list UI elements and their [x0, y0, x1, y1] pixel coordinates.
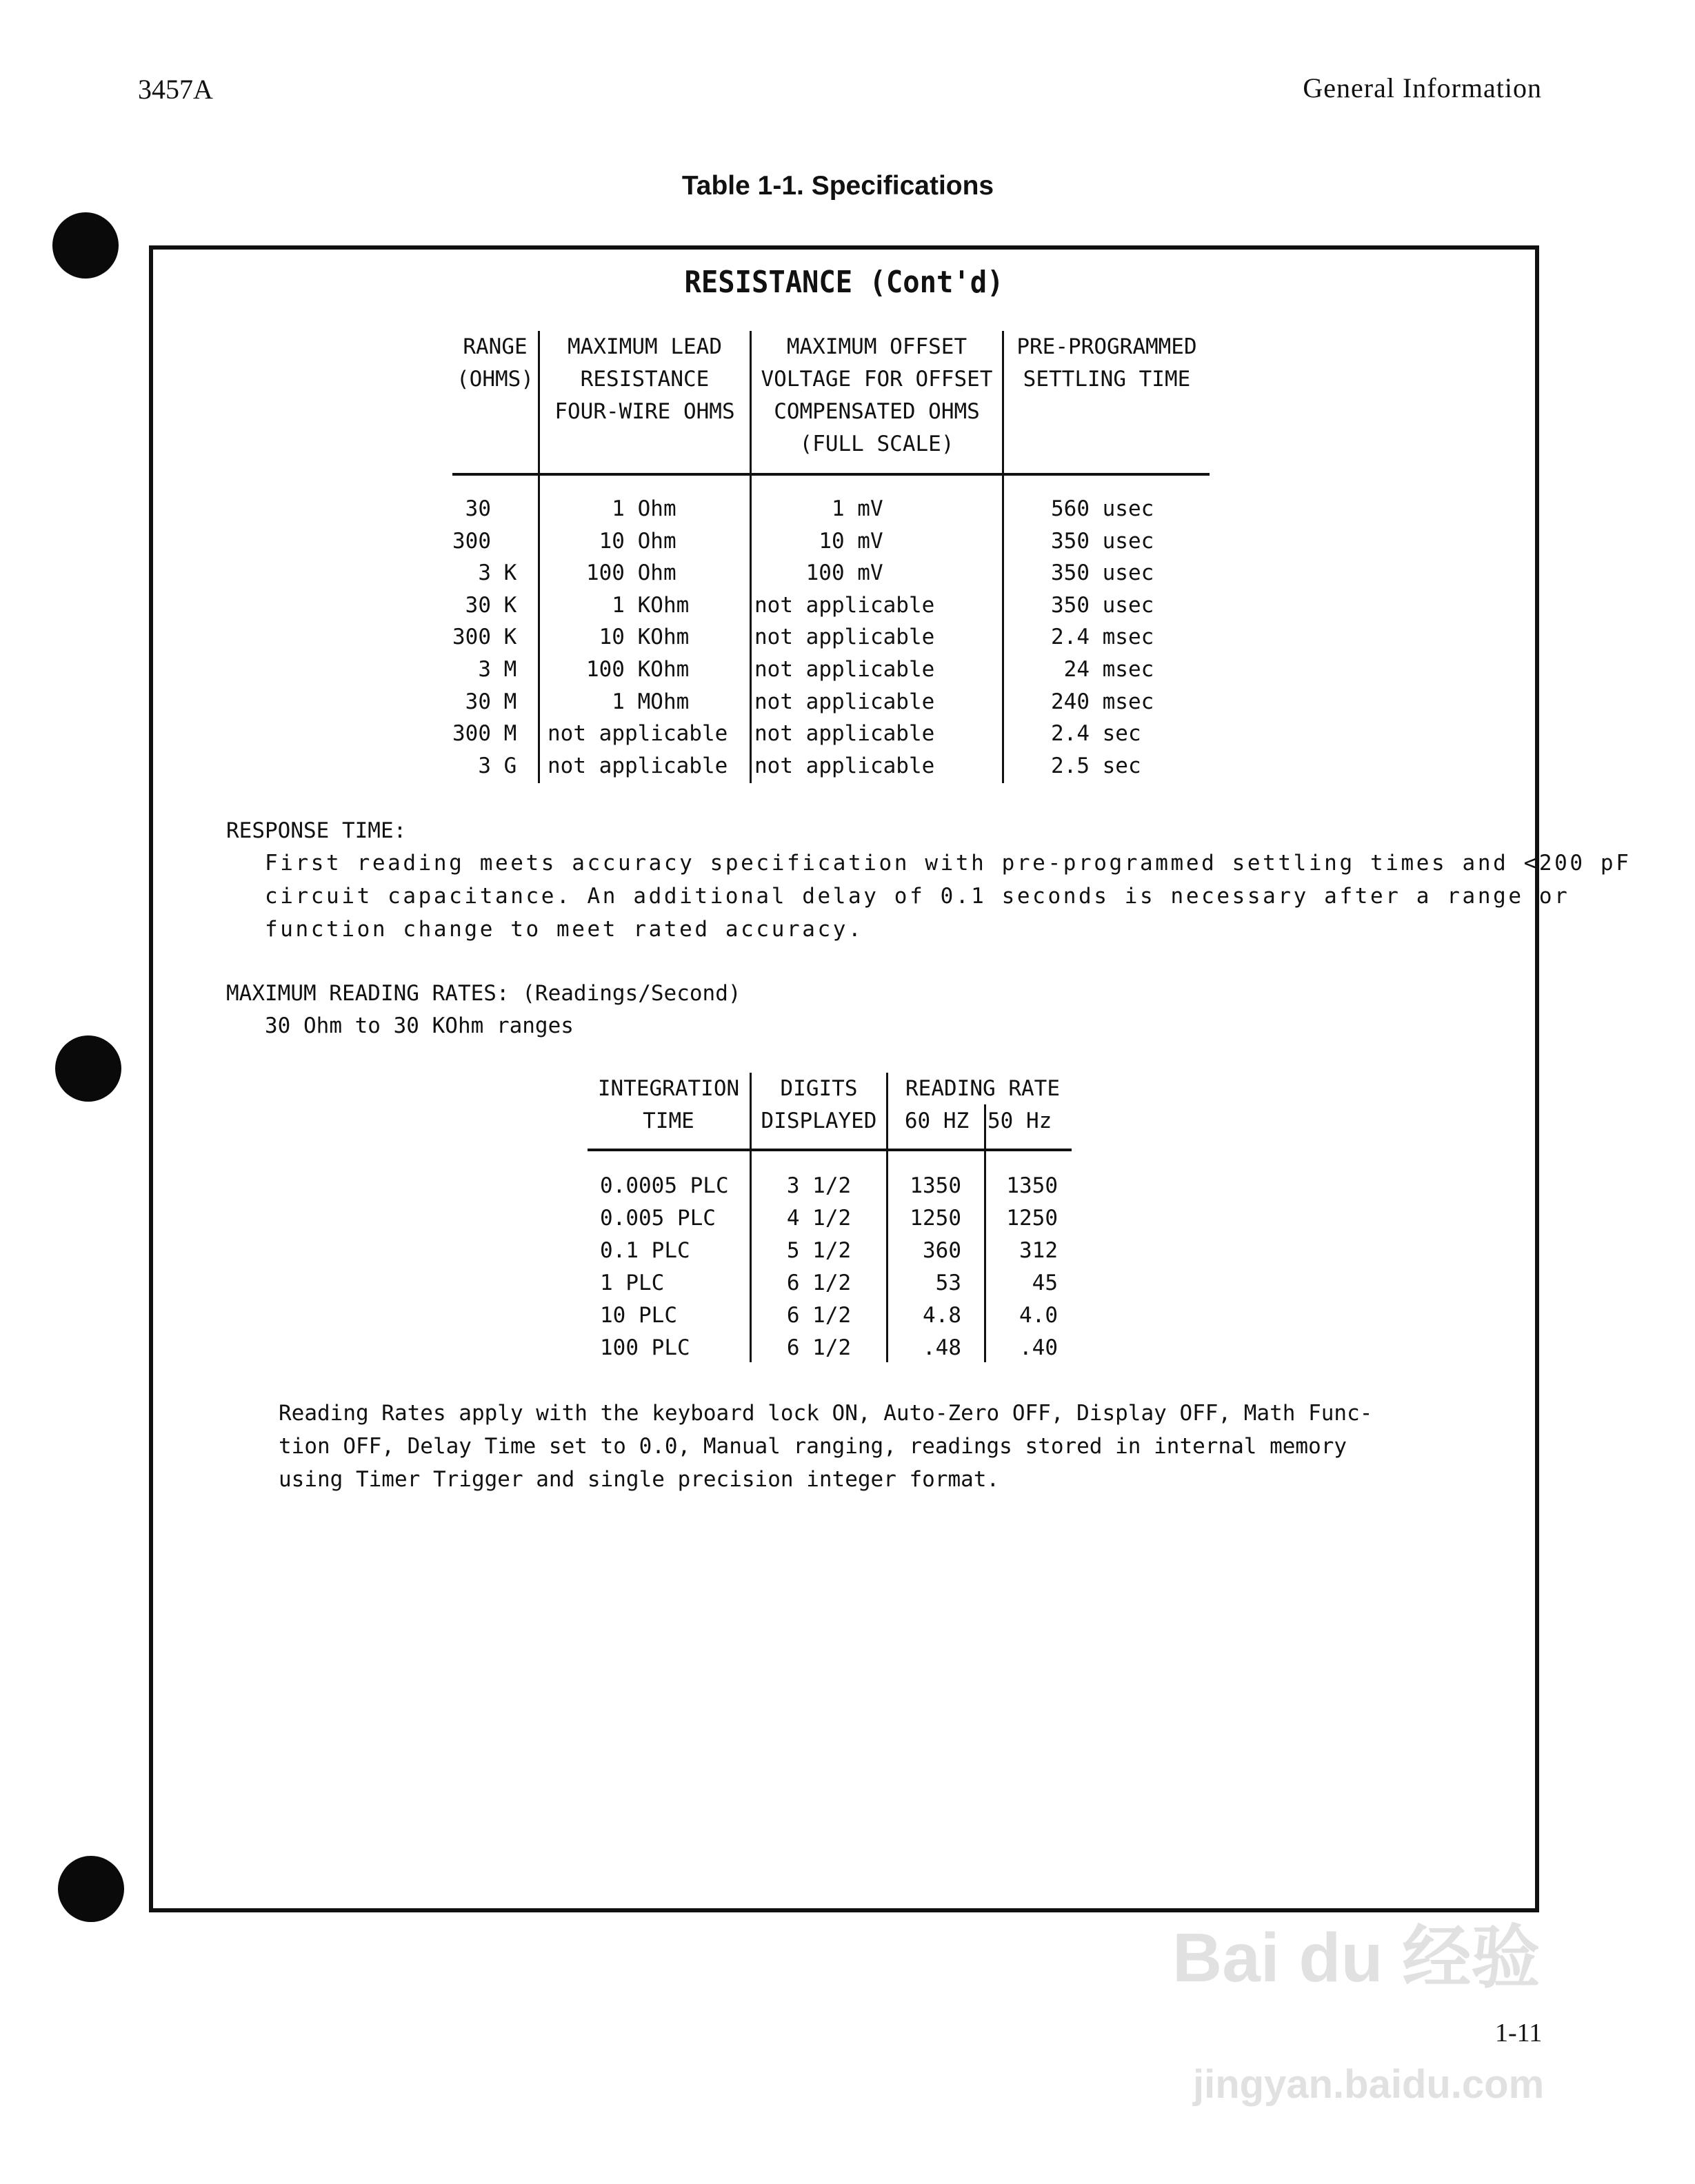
cell-value: 10	[599, 528, 625, 554]
cell-unit: M	[503, 657, 517, 682]
binder-hole	[58, 1856, 124, 1922]
cell-unit: msec	[1102, 657, 1154, 682]
cell-value: 1	[612, 496, 625, 521]
table-cell	[754, 525, 883, 558]
table-cell	[452, 621, 516, 654]
table-cell: 100 PLC	[600, 1335, 690, 1360]
table-cell	[754, 686, 934, 718]
table-cell	[452, 750, 516, 782]
binder-hole	[52, 212, 119, 279]
header-digits: DIGITS	[780, 1076, 858, 1101]
table-cell: 1250	[910, 1206, 961, 1231]
cell-unit: M	[503, 689, 517, 714]
cell-unit: Ohm	[637, 560, 676, 586]
reading-rates-subheading: 30 Ohm to 30 KOhm ranges	[265, 1013, 574, 1038]
column-header: MAXIMUM LEAD	[568, 334, 722, 359]
cell-value: 350	[1051, 560, 1090, 586]
cell-unit: G	[503, 753, 517, 778]
table-cell	[754, 493, 883, 525]
cell-value: 300	[452, 528, 491, 554]
table-cell	[1051, 654, 1154, 686]
cell-value: 1	[612, 689, 625, 714]
table-cell	[548, 493, 676, 525]
header-model: 3457A	[138, 74, 213, 105]
table-cell: 4.0	[1019, 1303, 1058, 1328]
table-cell: 4 1/2	[786, 1206, 852, 1231]
cell-unit: KOhm	[637, 592, 690, 618]
cell-text: not applicable	[754, 657, 935, 682]
response-time-line: First reading meets accuracy specification with pre-programmed settling times and <200 pF	[265, 851, 1632, 876]
column-divider	[984, 1104, 986, 1362]
watermark-url: jingyan.baidu.com	[1193, 2062, 1545, 2107]
table-cell	[452, 718, 516, 750]
cell-value: 30	[465, 592, 491, 618]
table-cell	[754, 557, 883, 589]
table-cell	[754, 589, 934, 622]
cell-unit: mV	[857, 560, 883, 586]
table-cell: 4.8	[923, 1303, 961, 1328]
cell-value: 300	[452, 721, 491, 747]
note-line: tion OFF, Delay Time set to 0.0, Manual ranging, readings stored in internal memory	[279, 1434, 1347, 1459]
table-cell	[452, 525, 504, 558]
cell-unit: Ohm	[637, 528, 676, 554]
table-cell	[1051, 621, 1154, 654]
cell-unit: msec	[1102, 689, 1154, 714]
cell-value: 350	[1051, 592, 1090, 618]
table-cell	[1051, 557, 1154, 589]
cell-value: 2.4	[1051, 625, 1090, 650]
table-cell	[452, 589, 516, 622]
cell-unit: K	[503, 592, 517, 618]
header-integration: TIME	[643, 1109, 694, 1133]
cell-value: 350	[1051, 528, 1090, 554]
table-cell	[548, 750, 728, 782]
cell-unit: usec	[1102, 560, 1154, 586]
cell-value: 30	[465, 496, 491, 521]
table-cell	[754, 621, 934, 654]
table-cell	[548, 718, 728, 750]
cell-unit: usec	[1102, 496, 1154, 521]
cell-value: 3	[478, 560, 491, 586]
cell-unit: sec	[1102, 753, 1141, 778]
table-cell	[1051, 589, 1154, 622]
table-cell	[548, 589, 689, 622]
table-cell: 312	[1019, 1238, 1058, 1263]
note-line: Reading Rates apply with the keyboard lock ON, Auto-Zero OFF, Display OFF, Math Func-	[279, 1401, 1373, 1426]
table-cell	[548, 525, 676, 558]
cell-unit: mV	[857, 528, 883, 554]
table-cell	[754, 654, 934, 686]
column-header: SETTLING TIME	[1023, 367, 1191, 392]
column-header: PRE-PROGRAMMED	[1016, 334, 1197, 359]
cell-text: not applicable	[754, 689, 935, 714]
column-divider	[886, 1073, 888, 1362]
table-cell	[548, 621, 689, 654]
cell-unit: M	[503, 721, 517, 747]
column-header: (FULL SCALE)	[799, 432, 954, 456]
table-cell: .48	[923, 1335, 961, 1360]
table-cell: 6 1/2	[786, 1335, 852, 1360]
table-cell: 1250	[1006, 1206, 1058, 1231]
table-cell: 6 1/2	[786, 1271, 852, 1295]
response-time-heading: RESPONSE TIME:	[226, 818, 407, 843]
column-header: RANGE	[463, 334, 528, 359]
response-time-line: function change to meet rated accuracy.	[265, 917, 864, 942]
cell-unit: sec	[1102, 721, 1141, 747]
cell-value: 10	[599, 625, 625, 650]
table-cell	[754, 750, 934, 782]
cell-value: 100	[585, 657, 625, 682]
column-header: RESISTANCE	[580, 367, 710, 392]
header-60hz: 60 HZ	[904, 1109, 970, 1133]
table-cell	[1051, 750, 1141, 782]
table-cell: 1 PLC	[600, 1271, 665, 1295]
table-cell	[452, 654, 516, 686]
column-header: VOLTAGE FOR OFFSET	[761, 367, 993, 392]
cell-text: not applicable	[754, 753, 935, 778]
table-cell: 1350	[1006, 1173, 1058, 1198]
table-cell: 360	[923, 1238, 961, 1263]
cell-text: not applicable	[754, 625, 935, 650]
column-divider	[1002, 331, 1004, 783]
column-header: (OHMS)	[457, 367, 534, 392]
table-cell: 53	[935, 1271, 961, 1295]
table-cell: 6 1/2	[786, 1303, 852, 1328]
watermark-logo: Bai du 经验	[1172, 1919, 1541, 1996]
cell-value: 3	[478, 657, 491, 682]
header-digits: DISPLAYED	[761, 1109, 877, 1133]
table-cell: 0.0005 PLC	[600, 1173, 729, 1198]
cell-unit: K	[503, 560, 517, 586]
cell-value: 240	[1051, 689, 1090, 714]
header-rule	[588, 1149, 1072, 1151]
table-cell: 10 PLC	[600, 1303, 677, 1328]
cell-value: 30	[465, 689, 491, 714]
table-cell	[548, 686, 689, 718]
cell-unit: MOhm	[637, 689, 690, 714]
header-reading-rate: READING RATE	[905, 1076, 1060, 1101]
column-header: FOUR-WIRE OHMS	[554, 399, 735, 424]
table-cell	[1051, 525, 1154, 558]
column-header: MAXIMUM OFFSET	[786, 334, 967, 359]
cell-unit: mV	[857, 496, 883, 521]
table-cell: 1350	[910, 1173, 961, 1198]
header-rule	[452, 473, 1210, 476]
table-cell	[1051, 686, 1154, 718]
cell-value: 24	[1063, 657, 1090, 682]
column-header: COMPENSATED OHMS	[774, 399, 980, 424]
table-cell	[1051, 493, 1154, 525]
cell-value: 560	[1051, 496, 1090, 521]
cell-unit: msec	[1102, 625, 1154, 650]
cell-unit: Ohm	[637, 496, 676, 521]
cell-value: 1	[831, 496, 845, 521]
cell-unit: usec	[1102, 528, 1154, 554]
table-cell: 3 1/2	[786, 1173, 852, 1198]
cell-value: 100	[805, 560, 845, 586]
cell-text: not applicable	[754, 592, 935, 618]
header-section: General Information	[1303, 72, 1542, 103]
response-time-line: circuit capacitance. An additional delay of 0.1 seconds is necessary after a range or	[265, 884, 1570, 909]
reading-rates-heading: MAXIMUM READING RATES: (Readings/Second)	[226, 981, 741, 1006]
binder-hole	[55, 1035, 121, 1102]
table-cell	[1051, 718, 1141, 750]
header-integration: INTEGRATION	[597, 1076, 740, 1101]
cell-unit: KOhm	[637, 625, 690, 650]
table-cell	[754, 718, 934, 750]
cell-value: 10	[819, 528, 845, 554]
cell-text: not applicable	[548, 753, 728, 778]
cell-unit: K	[503, 625, 517, 650]
cell-value: 300	[452, 625, 491, 650]
cell-text: not applicable	[754, 721, 935, 747]
header-50hz: 50 Hz	[987, 1109, 1052, 1133]
page-number: 1-11	[1495, 2019, 1543, 2048]
table-cell: 0.005 PLC	[600, 1206, 716, 1231]
note-line: using Timer Trigger and single precision integer format.	[279, 1467, 1000, 1492]
cell-value: 1	[612, 592, 625, 618]
cell-value: 2.5	[1051, 753, 1090, 778]
table-cell: .40	[1019, 1335, 1058, 1360]
table-cell	[452, 493, 504, 525]
cell-unit: usec	[1102, 592, 1154, 618]
cell-value: 100	[585, 560, 625, 586]
cell-unit: KOhm	[637, 657, 690, 682]
table-cell: 5 1/2	[786, 1238, 852, 1263]
table-cell	[548, 557, 676, 589]
table-cell	[452, 557, 516, 589]
table-cell	[452, 686, 516, 718]
cell-text: not applicable	[548, 721, 728, 747]
table-cell: 45	[1032, 1271, 1058, 1295]
cell-value: 2.4	[1051, 721, 1090, 747]
table-title: Table 1-1. Specifications	[681, 171, 994, 201]
cell-value: 3	[478, 753, 491, 778]
table-cell	[548, 654, 689, 686]
section-title: RESISTANCE (Cont'd)	[684, 265, 1004, 300]
table-cell: 0.1 PLC	[600, 1238, 690, 1263]
